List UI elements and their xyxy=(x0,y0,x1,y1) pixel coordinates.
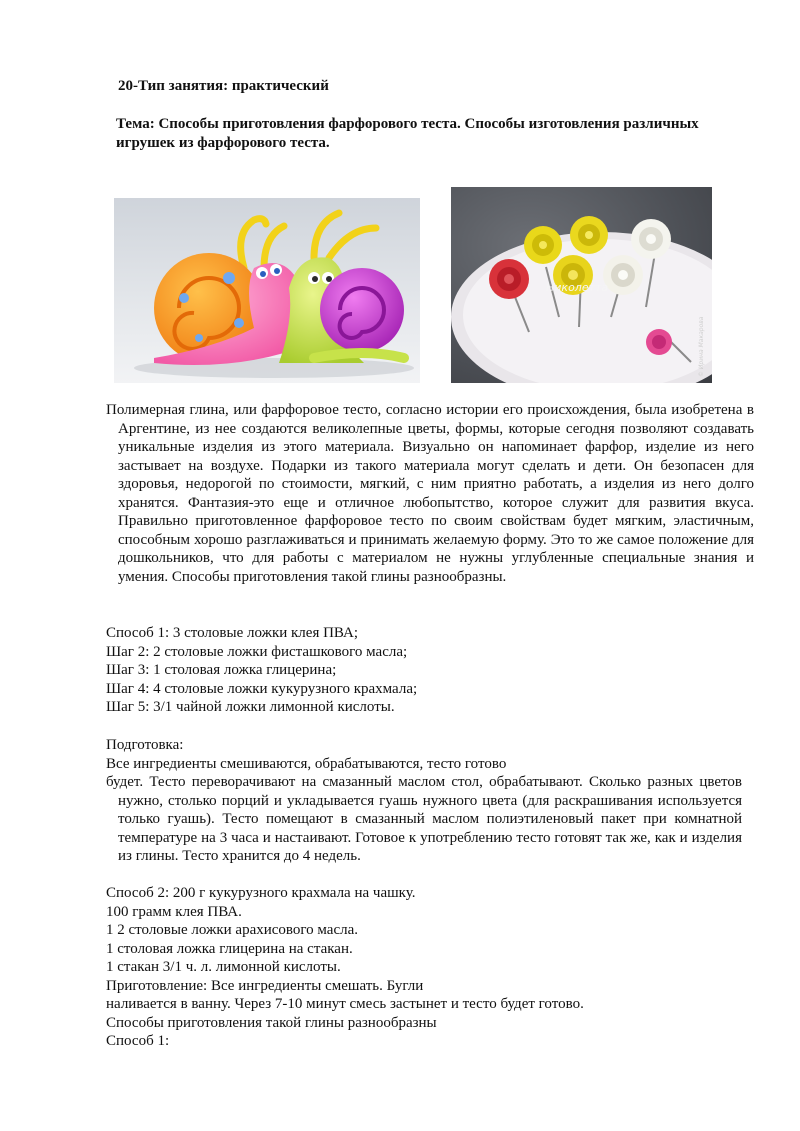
preparation-first-line: Все ингредиенты смешиваются, обрабатываются, тесто готово xyxy=(106,755,507,772)
recipe-2-line: Способ 1: xyxy=(106,1033,170,1049)
photo-credit: © Ирина Макарова xyxy=(698,316,705,377)
recipe-1-step: Шаг 4: 4 столовые ложки кукурузного крахмала; xyxy=(106,680,418,697)
intro-paragraph: Полимерная глина, или фарфоровое тесто, согласно истории его происхождения, была изобретена в Аргентине, из нее создаются великолепные цветы, формы, которые сегодня позволяют создавать уникальные изделия из этого материала. Визуально он напоминает фарфор, изделие из него застывает на воздухе. Подарки из такого материала могут сделать и дети. Он безопасен для здоровья, недорогой по стоимости, мягкий, с ним приятно работать, а изделия из него долго хранятся. Фантазия-это еще и отличное любопытство, которое служит для развития вкуса. Правильно приготовленное фарфоровое тесто по своим свойствам будет мягким, эластичным, способным хорошо разглаживаться и принимать желаемую форму. Это то же самое положение для дошкольников, что для работы с материалом не нужны углубленные специальные знания и умения. Способы приготовления такой глины разнообразны. xyxy=(106,402,754,585)
recipe-2-line: Приготовление: Все ингредиенты смешать. Бугли xyxy=(106,977,424,994)
snails-photo xyxy=(114,198,420,383)
recipe-1-step: Шаг 5: 3/1 чайной ложки лимонной кислоты. xyxy=(106,699,395,715)
recipe-2-line: наливается в ванну. Через 7-10 минут смесь застынет и тесто будет готово. xyxy=(106,996,584,1012)
preparation-heading: Подготовка: xyxy=(106,737,184,753)
recipe-2-line: Способ 2: 200 г кукурузного крахмала на чашку. xyxy=(106,885,416,901)
snails-illustration xyxy=(114,198,420,383)
recipe-2-line: 100 грамм клея ПВА. xyxy=(106,903,242,920)
recipe-2-line: Способы приготовления такой глины разнообразны xyxy=(106,1014,437,1031)
preparation-paragraph: будет. Тесто переворачивают на смазанный маслом стол, обрабатывают. Сколько разных цветов нужно, столько порций и укладывается гуашь нужного цвета (для раскрашивания используется только гуашь). Тесто помещают в смазанный маслом полиэтиленовый пакет при комнатной температуре на 3 часа и настаивают. Готовое к употреблению тесто готовят так же, как и изделия из глины. Тесто хранится до 4 недель. xyxy=(106,774,742,864)
roses-illustration xyxy=(451,187,712,383)
white-rose xyxy=(631,219,671,259)
lesson-type-heading: 20-Тип занятия: практический xyxy=(118,78,329,94)
topic-heading: Тема: Способы приготовления фарфорового теста. Способы изготовления различных игрушек из фарфорового теста. xyxy=(116,116,699,151)
recipe-2-line: 1 стакан 3/1 ч. л. лимонной кислоты. xyxy=(106,959,341,975)
white-rose xyxy=(603,255,643,295)
red-rose xyxy=(489,259,529,299)
yellow-rose xyxy=(524,226,562,264)
recipe-1-step: Способ 1: 3 столовые ложки клея ПВА; xyxy=(106,625,358,641)
recipe-1-list xyxy=(106,624,706,717)
pink-rose xyxy=(646,329,672,355)
roses-photo xyxy=(451,187,712,383)
recipe-2-line: 1 2 столовые ложки арахисового масла. xyxy=(106,922,359,938)
yellow-rose xyxy=(570,216,608,254)
preparation-section xyxy=(106,736,742,866)
recipe-2-list xyxy=(106,884,726,1051)
photo-watermark: Николетта xyxy=(546,281,609,294)
recipe-1-step: Шаг 3: 1 столовая ложка глицерина; xyxy=(106,662,337,678)
recipe-2-line: 1 столовая ложка глицерина на стакан. xyxy=(106,940,353,957)
recipe-1-step: Шаг 2: 2 столовые ложки фисташкового масла; xyxy=(106,643,408,660)
